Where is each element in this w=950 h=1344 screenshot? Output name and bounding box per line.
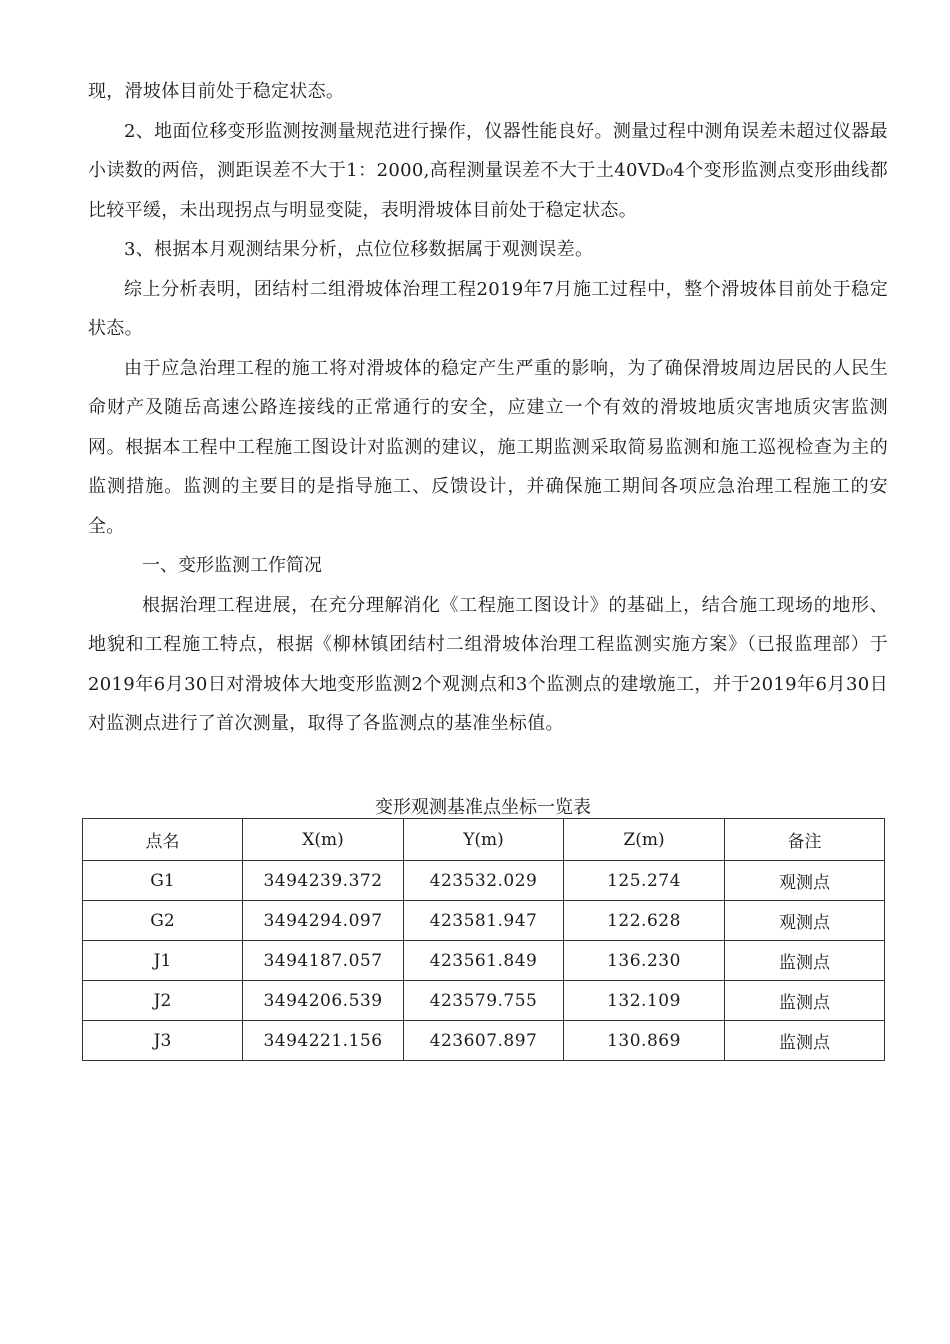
table-row <box>83 1021 885 1061</box>
cell-y: 423581.947 <box>404 901 564 941</box>
cell-z: 136.230 <box>564 941 725 981</box>
paragraph-item-3: 3、根据本月观测结果分析，点位位移数据属于观测误差。 <box>124 239 594 260</box>
cell-x: 3494294.097 <box>243 901 404 941</box>
header-point-name: 点名 <box>83 819 243 861</box>
table-title: 变形观测基准点坐标一览表 <box>375 797 591 818</box>
paragraph-continuation: 现，滑坡体目前处于稳定状态。 <box>88 81 345 102</box>
table-row <box>83 901 885 941</box>
header-x: X(m) <box>243 819 404 861</box>
section-heading: 一、变形监测工作简况 <box>142 555 322 576</box>
table-row <box>83 981 885 1021</box>
cell-remark: 观测点 <box>725 901 885 941</box>
cell-point-name: J3 <box>83 1021 243 1061</box>
cell-y: 423561.849 <box>404 941 564 981</box>
paragraph-work-summary: 根据治理工程进展，在充分理解消化《工程施工图设计》的基础上，结合施工现场的地形、地貌和工程施工特点，根据《柳林镇团结村二组滑坡体治理工程监测实施方案》（已报监理部）于2019年6月30日对滑坡体大地变形监测2个观测点和3个监测点的建墩施工，并于2019年6月30日对监测点进行了首次测量，取得了各监测点的基准坐标值。 <box>88 594 888 734</box>
cell-x: 3494239.372 <box>243 861 404 901</box>
cell-remark: 监测点 <box>725 981 885 1021</box>
cell-x: 3494206.539 <box>243 981 404 1021</box>
document-body <box>88 72 888 744</box>
table-header-row <box>83 819 885 861</box>
cell-x: 3494221.156 <box>243 1021 404 1061</box>
cell-point-name: G1 <box>83 861 243 901</box>
cell-point-name: J2 <box>83 981 243 1021</box>
cell-point-name: G2 <box>83 901 243 941</box>
cell-y: 423579.755 <box>404 981 564 1021</box>
cell-z: 130.869 <box>564 1021 725 1061</box>
cell-point-name: J1 <box>83 941 243 981</box>
paragraph-summary: 综上分析表明，团结村二组滑坡体治理工程2019年7月施工过程中，整个滑坡体目前处于稳定状态。 <box>88 278 888 339</box>
table-row <box>83 861 885 901</box>
cell-z: 122.628 <box>564 901 725 941</box>
cell-x: 3494187.057 <box>243 941 404 981</box>
header-y: Y(m) <box>404 819 564 861</box>
paragraph-purpose: 由于应急治理工程的施工将对滑坡体的稳定产生严重的影响，为了确保滑坡周边居民的人民生命财产及随岳高速公路连接线的正常通行的安全，应建立一个有效的滑坡地质灾害地质灾害监测网。根据本工程中工程施工图设计对监测的建议，施工期监测采取简易监测和施工巡视检查为主的监测措施。监测的主要目的是指导施工、反馈设计，并确保施工期间各项应急治理工程施工的安全。 <box>88 357 888 537</box>
cell-remark: 观测点 <box>725 861 885 901</box>
cell-y: 423532.029 <box>404 861 564 901</box>
cell-y: 423607.897 <box>404 1021 564 1061</box>
table-row <box>83 941 885 981</box>
cell-z: 125.274 <box>564 861 725 901</box>
header-z: Z(m) <box>564 819 725 861</box>
header-remark: 备注 <box>725 819 885 861</box>
cell-remark: 监测点 <box>725 1021 885 1061</box>
coordinate-table <box>82 818 885 1061</box>
cell-remark: 监测点 <box>725 941 885 981</box>
paragraph-item-2: 2、地面位移变形监测按测量规范进行操作，仪器性能良好。测量过程中测角误差未超过仪器最小读数的两倍，测距误差不大于1：2000,高程测量误差不大于土40VD₀4个变形监测点变形曲线都比较平缓，未出现拐点与明显变陡，表明滑坡体目前处于稳定状态。 <box>88 120 888 221</box>
cell-z: 132.109 <box>564 981 725 1021</box>
